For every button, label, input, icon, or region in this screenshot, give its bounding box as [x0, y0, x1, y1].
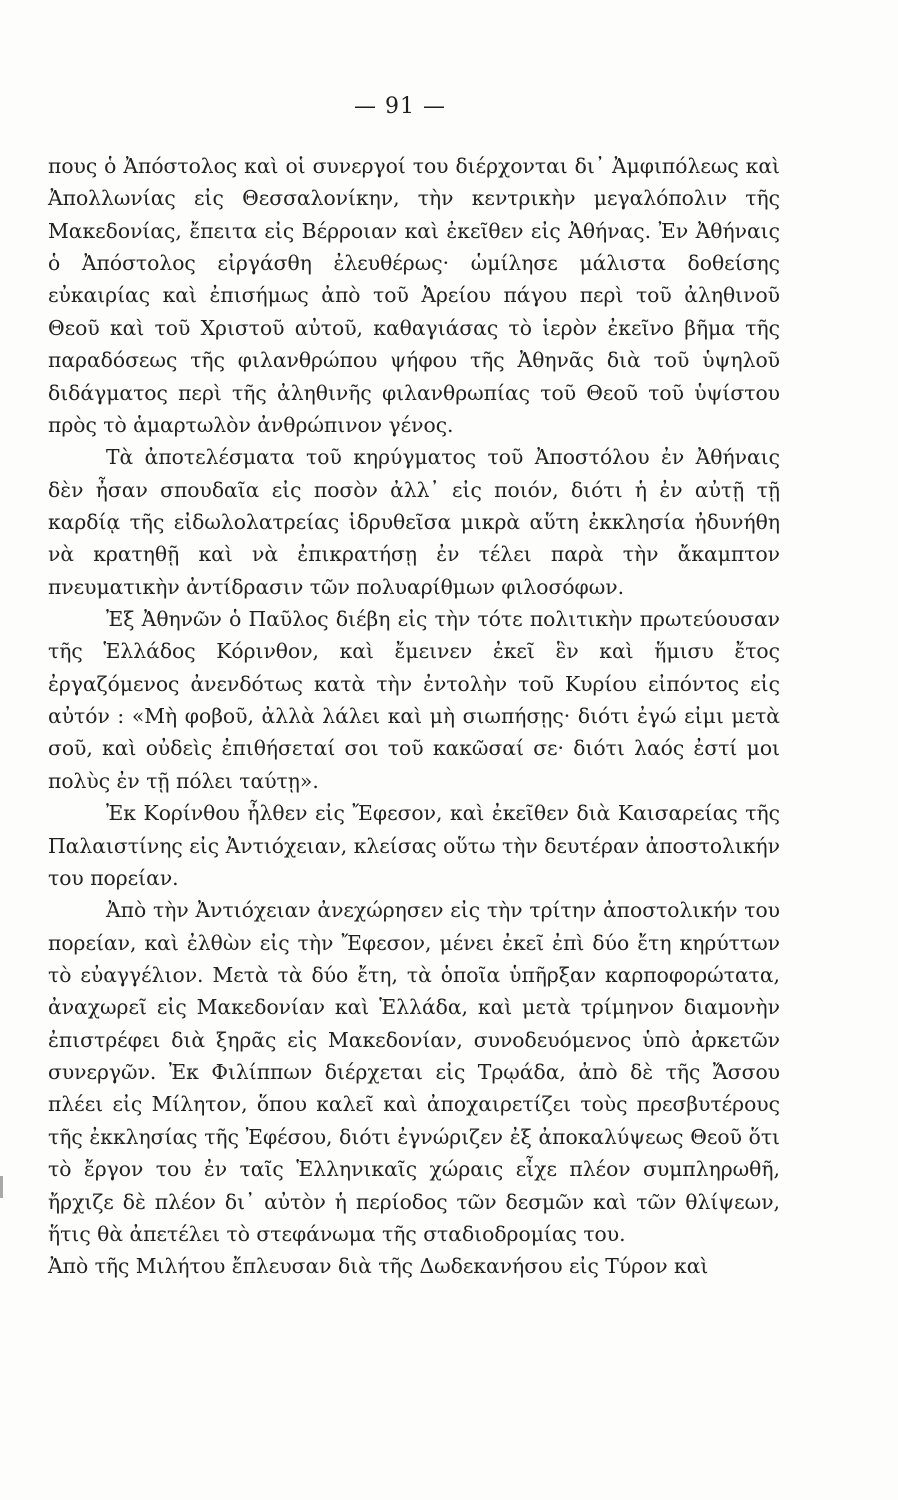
- paragraph: Ἀπὸ τὴν Ἀντιόχειαν ἀνεχώρησεν εἰς τὴν τρίτην ἀποστολικήν του πορείαν, καὶ ἐλθὼν εἰς τὴν Ἔφεσον, μένει ἐκεῖ ἐπὶ δύο ἔτη κηρύττων τὸ εὐαγγέλιον. Μετὰ τὰ δύο ἔτη, τὰ ὁποῖα ὑπῆρξαν καρποφορώτατα, ἀναχωρεῖ εἰς Μακεδονίαν καὶ Ἑλλάδα, καὶ μετὰ τρίμηνον διαμονὴν ἐπιστρέφει διὰ ξηρᾶς εἰς Μακεδονίαν, συνοδευόμενος ὑπὸ ἀρκετῶν συνεργῶν. Ἐκ Φιλίππων διέρχεται εἰς Τρῳάδα, ἀπὸ δὲ τῆς Ἄσσου πλέει εἰς Μίλητον, ὅπου καλεῖ καὶ ἀποχαιρετίζει τοὺς πρεσβυτέρους τῆς ἐκκλησίας τῆς Ἐφέσου, διότι ἐγνώριζεν ἐξ ἀποκαλύψεως Θεοῦ ὅτι τὸ ἔργον του ἐν ταῖς Ἑλληνικαῖς χώραις εἶχε πλέον συμπληρωθῆ, ἤρχιζε δὲ πλέον δι᾿ αὐτὸν ἡ περίοδος τῶν δεσμῶν καὶ τῶν θλίψεων, ἥτις θὰ ἀπετέλει τὸ στεφάνωμα τῆς σταδιοδρομίας του.: [48, 898, 780, 1246]
- page-edge-mark: [0, 1176, 3, 1198]
- paragraph: Ἐκ Κορίνθου ἦλθεν εἰς Ἔφεσον, καὶ ἐκεῖθεν διὰ Καισαρείας τῆς Παλαιστίνης εἰς Ἀντιόχειαν, κλείσας οὕτω τὴν δευτέραν ἀποστολικήν του πορείαν.: [48, 801, 780, 890]
- body-text: [48, 150, 780, 1283]
- paragraph-continued: πους ὁ Ἀπόστολος καὶ οἱ συνεργοί του διέρχονται δι᾿ Ἀμφιπόλεως καὶ Ἀπολλωνίας εἰς Θεσσαλονίκην, τὴν κεντρικὴν μεγαλόπολιν τῆς Μακεδονίας, ἔπειτα εἰς Βέρροιαν καὶ ἐκεῖθεν εἰς Ἀθήνας. Ἐν Ἀθήναις ὁ Ἀπόστολος εἰργάσθη ἐλευθέρως· ὡμίλησε μάλιστα δοθείσης εὐκαιρίας καὶ ἐπισήμως ἀπὸ τοῦ Ἀρείου πάγου περὶ τοῦ ἀληθινοῦ Θεοῦ καὶ τοῦ Χριστοῦ αὐτοῦ, καθαγιάσας τὸ ἱερὸν ἐκεῖνο βῆμα τῆς παραδόσεως τῆς φιλανθρώπου ψήφου τῆς Ἀθηνᾶς διὰ τοῦ ὑψηλοῦ διδάγματος περὶ τῆς ἀληθινῆς φιλανθρωπίας τοῦ Θεοῦ τοῦ ὑψίστου πρὸς τὸ ἁμαρτωλὸν ἀνθρώπινον γένος.: [48, 154, 780, 437]
- page-number: — 91 —: [354, 94, 446, 119]
- paragraph-last-line: Ἀπὸ τῆς Μιλήτου ἔπλευσαν διὰ τῆς Δωδεκανήσου εἰς Τύρον καὶ: [48, 1254, 709, 1279]
- paragraph: Ἐξ Ἀθηνῶν ὁ Παῦλος διέβη εἰς τὴν τότε πολιτικὴν πρωτεύουσαν τῆς Ἑλλάδος Κόρινθον, καὶ ἔμεινεν ἐκεῖ ἓν καὶ ἥμισυ ἔτος ἐργαζόμενος ἀνενδότως κατὰ τὴν ἐντολὴν τοῦ Κυρίου εἰπόντος εἰς αὐτόν : «Μὴ φοβοῦ, ἀλλὰ λάλει καὶ μὴ σιωπήσῃς· διότι ἐγώ εἰμι μετὰ σοῦ, καὶ οὐδεὶς ἐπιθήσεταί σοι τοῦ κακῶσαί σε· διότι λαός ἐστί μοι πολὺς ἐν τῇ πόλει ταύτῃ».: [48, 607, 780, 793]
- paragraph: Τὰ ἀποτελέσματα τοῦ κηρύγματος τοῦ Ἀποστόλου ἐν Ἀθήναις δὲν ἦσαν σπουδαῖα εἰς ποσὸν ἀλλ᾿ εἰς ποιόν, διότι ἡ ἐν αὐτῇ τῇ καρδίᾳ τῆς εἰδωλολατρείας ἱδρυθεῖσα μικρὰ αὕτη ἐκκλησία ἠδυνήθη νὰ κρατηθῇ καὶ νὰ ἐπικρατήσῃ ἐν τέλει παρὰ τὴν ἄκαμπτον πνευματικὴν ἀντίδρασιν τῶν πολυαρίθμων φιλοσόφων.: [48, 445, 780, 599]
